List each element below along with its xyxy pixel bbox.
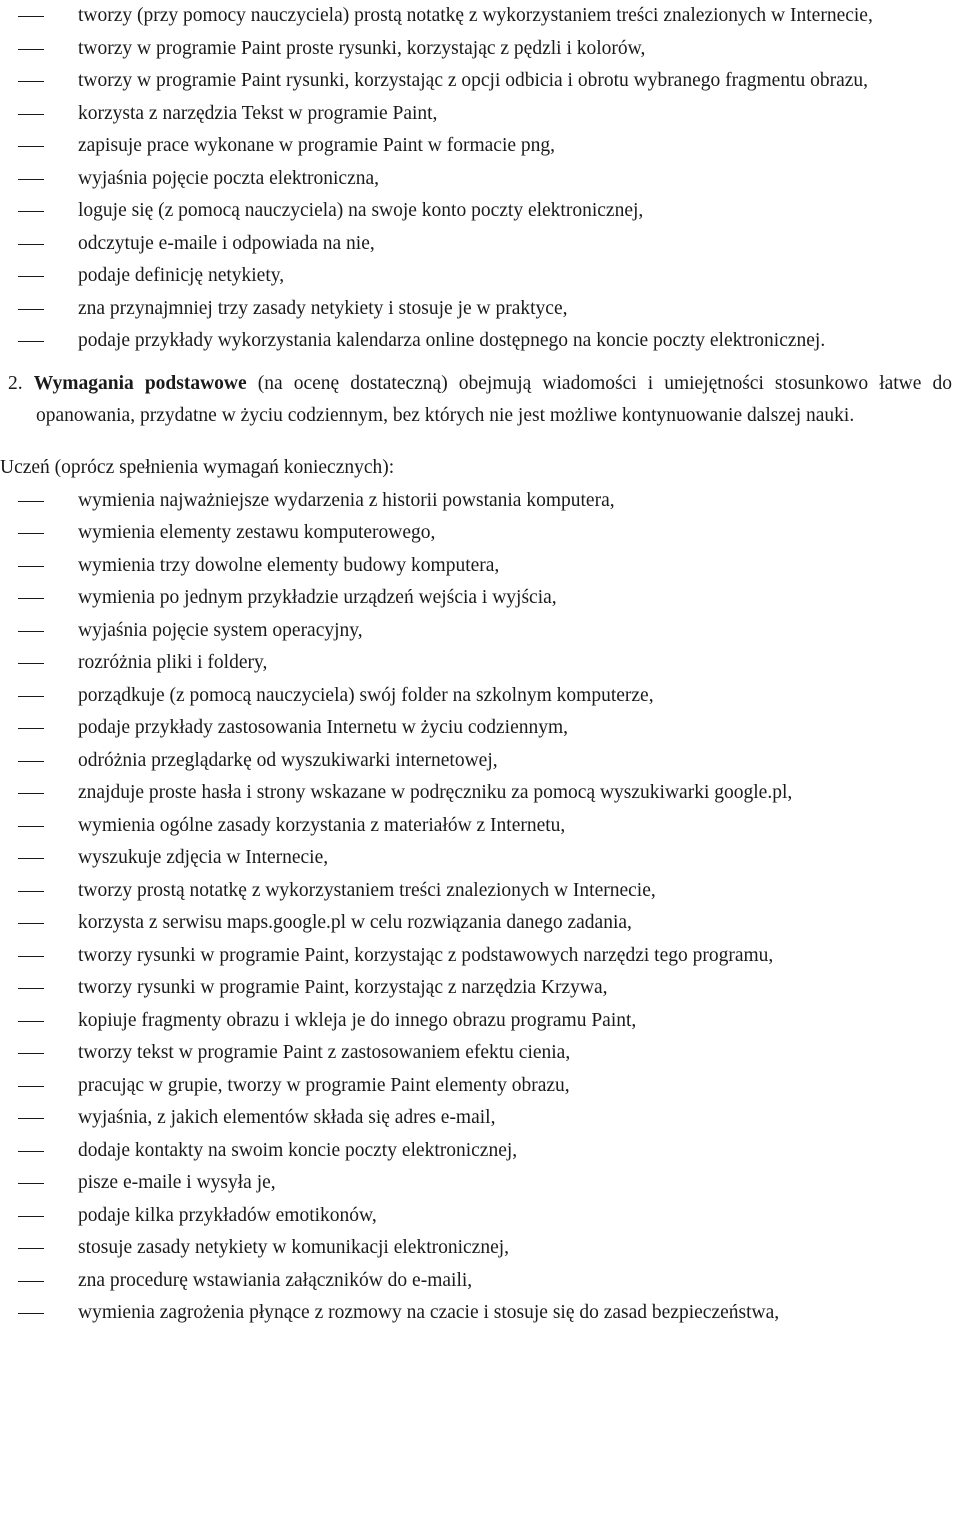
dash-bullet-icon bbox=[18, 98, 44, 131]
dash-bullet-icon bbox=[18, 907, 44, 940]
list-item-text: tworzy (przy pomocy nauczyciela) prostą notatkę z wykorzystaniem treści znalezionych w Internecie, bbox=[78, 5, 873, 26]
list-item bbox=[0, 325, 960, 358]
list-item bbox=[0, 1297, 960, 1330]
dash-bullet-icon bbox=[18, 325, 44, 358]
list-item bbox=[0, 907, 960, 940]
list-item-text: podaje kilka przykładów emotikonów, bbox=[78, 1204, 377, 1226]
dash-bullet-icon bbox=[18, 1200, 44, 1233]
list-item-text: wymienia elementy zestawu komputerowego, bbox=[78, 522, 436, 543]
dash-bullet-icon bbox=[18, 33, 44, 66]
dash-bullet-icon bbox=[18, 940, 44, 973]
list-item bbox=[0, 940, 960, 973]
list-item bbox=[0, 875, 960, 908]
list-item bbox=[0, 228, 960, 261]
list-item bbox=[0, 195, 960, 228]
requirements-list-top bbox=[0, 0, 960, 358]
dash-bullet-icon bbox=[18, 65, 44, 98]
dash-bullet-icon bbox=[18, 0, 44, 33]
section-2-heading bbox=[0, 368, 960, 433]
dash-bullet-icon bbox=[18, 647, 44, 680]
dash-bullet-icon bbox=[18, 875, 44, 908]
dash-bullet-icon bbox=[18, 485, 44, 518]
list-item-text: podaje przykłady zastosowania Internetu w życiu codziennym, bbox=[78, 717, 569, 738]
dash-bullet-icon bbox=[18, 1037, 44, 1070]
dash-bullet-icon bbox=[18, 1265, 44, 1298]
dash-bullet-icon bbox=[18, 163, 44, 196]
list-item-text: pisze e-maile i wysyła je, bbox=[78, 1172, 276, 1193]
list-item bbox=[0, 260, 960, 293]
list-item bbox=[0, 293, 960, 326]
list-item bbox=[0, 745, 960, 778]
list-item bbox=[0, 842, 960, 875]
list-item-text: korzysta z narzędzia Tekst w programie Paint, bbox=[78, 102, 438, 124]
list-item-text: odróżnia przeglądarkę od wyszukiwarki internetowej, bbox=[78, 749, 498, 771]
section-title-bold: Wymagania podstawowe bbox=[33, 372, 247, 394]
dash-bullet-icon bbox=[18, 517, 44, 550]
dash-bullet-icon bbox=[18, 1070, 44, 1103]
list-item bbox=[0, 485, 960, 518]
dash-bullet-icon bbox=[18, 680, 44, 713]
list-item-text: wyszukuje zdjęcia w Internecie, bbox=[78, 847, 329, 868]
list-item-text: pracując w grupie, tworzy w programie Paint elementy obrazu, bbox=[78, 1074, 570, 1096]
list-item bbox=[0, 130, 960, 163]
section-number: 2. bbox=[8, 372, 23, 394]
dash-bullet-icon bbox=[18, 1135, 44, 1168]
dash-bullet-icon bbox=[18, 228, 44, 261]
list-item-text: porządkuje (z pomocą nauczyciela) swój folder na szkolnym komputerze, bbox=[78, 684, 654, 706]
list-item-text: podaje definicję netykiety, bbox=[78, 265, 285, 286]
requirements-list-basic bbox=[0, 485, 960, 1330]
list-item-text: podaje przykłady wykorzystania kalendarza online dostępnego na koncie poczty elektronicznej. bbox=[78, 330, 826, 351]
dash-bullet-icon bbox=[18, 1102, 44, 1135]
list-item bbox=[0, 1232, 960, 1265]
list-item-text: wymienia ogólne zasady korzystania z materiałów z Internetu, bbox=[78, 814, 566, 836]
list-item-text: stosuje zasady netykiety w komunikacji elektronicznej, bbox=[78, 1237, 510, 1258]
list-item-text: wyjaśnia, z jakich elementów składa się adres e-mail, bbox=[78, 1107, 496, 1128]
list-item-text: zapisuje prace wykonane w programie Paint w formacie png, bbox=[78, 135, 556, 156]
dash-bullet-icon bbox=[18, 1167, 44, 1200]
list-item-text: wyjaśnia pojęcie system operacyjny, bbox=[78, 619, 363, 641]
list-item bbox=[0, 680, 960, 713]
list-item bbox=[0, 712, 960, 745]
list-item bbox=[0, 0, 960, 33]
dash-bullet-icon bbox=[18, 1297, 44, 1330]
dash-bullet-icon bbox=[18, 972, 44, 1005]
list-item-text: korzysta z serwisu maps.google.pl w celu rozwiązania danego zadania, bbox=[78, 912, 632, 933]
list-item bbox=[0, 65, 960, 98]
list-item-text: wyjaśnia pojęcie poczta elektroniczna, bbox=[78, 167, 380, 189]
dash-bullet-icon bbox=[18, 130, 44, 163]
list-item-text: odczytuje e-maile i odpowiada na nie, bbox=[78, 232, 375, 254]
dash-bullet-icon bbox=[18, 293, 44, 326]
list-item-text: wymienia najważniejsze wydarzenia z historii powstania komputera, bbox=[78, 489, 615, 511]
list-item-text: tworzy w programie Paint rysunki, korzystając z opcji odbicia i obrotu wybranego fragmentu obrazu, bbox=[78, 70, 869, 91]
list-item bbox=[0, 972, 960, 1005]
dash-bullet-icon bbox=[18, 810, 44, 843]
list-item-text: loguje się (z pomocą nauczyciela) na swoje konto poczty elektronicznej, bbox=[78, 200, 644, 221]
list-item-text: znajduje proste hasła i strony wskazane w podręczniku za pomocą wyszukiwarki google.pl, bbox=[78, 782, 793, 803]
list-item bbox=[0, 1005, 960, 1038]
list-item bbox=[0, 1167, 960, 1200]
dash-bullet-icon bbox=[18, 550, 44, 583]
list-item bbox=[0, 810, 960, 843]
list-item-text: wymienia zagrożenia płynące z rozmowy na czacie i stosuje się do zasad bezpieczeństwa, bbox=[78, 1302, 780, 1323]
list-item bbox=[0, 98, 960, 131]
list-item-text: tworzy tekst w programie Paint z zastosowaniem efektu cienia, bbox=[78, 1042, 571, 1063]
list-item-text: dodaje kontakty na swoim koncie poczty elektronicznej, bbox=[78, 1139, 518, 1161]
list-item bbox=[0, 1037, 960, 1070]
list-item bbox=[0, 1200, 960, 1233]
list-item-text: tworzy rysunki w programie Paint, korzystając z narzędzia Krzywa, bbox=[78, 977, 608, 998]
dash-bullet-icon bbox=[18, 777, 44, 810]
list-item bbox=[0, 33, 960, 66]
dash-bullet-icon bbox=[18, 1232, 44, 1265]
list-item bbox=[0, 1135, 960, 1168]
list-item bbox=[0, 550, 960, 583]
list-item bbox=[0, 582, 960, 615]
dash-bullet-icon bbox=[18, 745, 44, 778]
dash-bullet-icon bbox=[18, 842, 44, 875]
list-item-text: zna procedurę wstawiania załączników do e-maili, bbox=[78, 1269, 473, 1291]
list-item-text: zna przynajmniej trzy zasady netykiety i stosuje je w praktyce, bbox=[78, 297, 568, 319]
list-item-text: rozróżnia pliki i foldery, bbox=[78, 652, 268, 673]
list-item bbox=[0, 1070, 960, 1103]
list-item bbox=[0, 517, 960, 550]
list-item bbox=[0, 615, 960, 648]
list-item bbox=[0, 1265, 960, 1298]
list-item-text: kopiuje fragmenty obrazu i wkleja je do innego obrazu programu Paint, bbox=[78, 1009, 637, 1031]
list-item bbox=[0, 1102, 960, 1135]
list-item bbox=[0, 163, 960, 196]
student-intro: Uczeń (oprócz spełnienia wymagań koniecznych): bbox=[0, 457, 395, 478]
list-item-text: tworzy prostą notatkę z wykorzystaniem treści znalezionych w Internecie, bbox=[78, 879, 656, 901]
dash-bullet-icon bbox=[18, 582, 44, 615]
list-item-text: wymienia po jednym przykładzie urządzeń wejścia i wyjścia, bbox=[78, 587, 557, 608]
dash-bullet-icon bbox=[18, 195, 44, 228]
list-item bbox=[0, 647, 960, 680]
list-item bbox=[0, 777, 960, 810]
dash-bullet-icon bbox=[18, 1005, 44, 1038]
section-description: (na ocenę dostateczną) obejmują wiadomości i umiejętności stosunkowo łatwe do opanowania, przydatne w życiu codziennym, bez których nie jest możliwe kontynuowanie dalszej nauki. bbox=[36, 372, 952, 426]
dash-bullet-icon bbox=[18, 615, 44, 648]
list-item-text: tworzy rysunki w programie Paint, korzystając z podstawowych narzędzi tego programu, bbox=[78, 944, 774, 966]
list-item-text: tworzy w programie Paint proste rysunki, korzystając z pędzli i kolorów, bbox=[78, 37, 646, 59]
dash-bullet-icon bbox=[18, 260, 44, 293]
list-item-text: wymienia trzy dowolne elementy budowy komputera, bbox=[78, 554, 500, 576]
dash-bullet-icon bbox=[18, 712, 44, 745]
